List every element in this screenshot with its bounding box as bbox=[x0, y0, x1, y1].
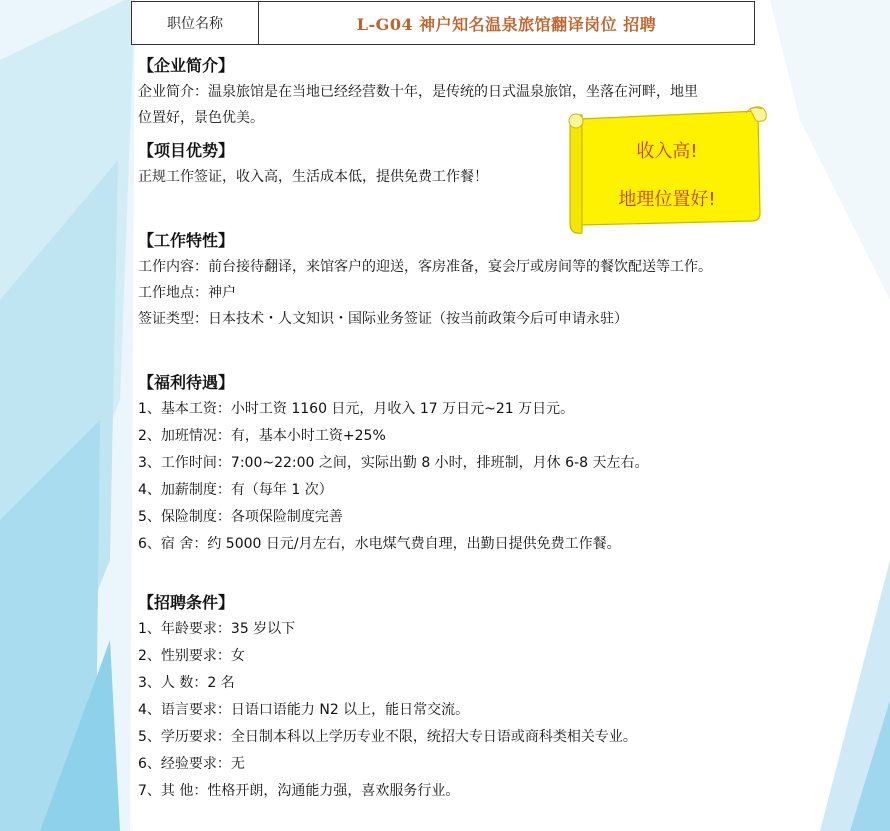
highlight-scroll-banner bbox=[566, 101, 768, 239]
requirements-line: 6、经验要求：无 bbox=[138, 756, 245, 772]
requirements-line: 1、年龄要求：35 岁以下 bbox=[138, 621, 296, 637]
intro-line: 企业简介：温泉旅馆是在当地已经经营数十年，是传统的日式温泉旅馆，坐落在河畔，地里 bbox=[138, 84, 698, 100]
benefits-line: 3、工作时间：7:00~22:00 之间，实际出勤 8 小时，排班制，月休 6-8 天左右。 bbox=[138, 455, 649, 471]
benefits-line: 5、保险制度：各项保险制度完善 bbox=[138, 509, 343, 525]
benefits-line: 4、加薪制度：有（每年 1 次） bbox=[138, 482, 333, 498]
benefits-line: 1、基本工资：小时工资 1160 日元，月收入 17 万日元~21 万日元。 bbox=[138, 401, 575, 417]
requirements-line: 5、学历要求：全日制本科以上学历专业不限，统招大专日语或商科类相关专业。 bbox=[138, 729, 637, 745]
requirements-line: 3、人 数：2 名 bbox=[138, 675, 235, 691]
position-title: L-G04 神户知名温泉旅馆翻译岗位 招聘 bbox=[356, 14, 657, 34]
scroll-text-income: 收入高! bbox=[636, 141, 698, 162]
benefits-line: 2、加班情况：有，基本小时工资+25% bbox=[138, 428, 386, 444]
benefits-line: 6、宿 舍：约 5000 日元/月左右，水电煤气费自理，出勤日提供免费工作餐。 bbox=[138, 536, 621, 552]
position-header-table bbox=[131, 1, 755, 45]
section-title-benefits: 【福利待遇】 bbox=[138, 373, 235, 392]
scroll-shape-icon bbox=[566, 101, 768, 239]
features-line: 签证类型：日本技术・人文知识・国际业务签证（按当前政策今后可申请永驻） bbox=[138, 311, 628, 327]
section-title-requirements: 【招聘条件】 bbox=[138, 593, 235, 612]
requirements-line: 4、语言要求：日语口语能力 N2 以上，能日常交流。 bbox=[138, 702, 470, 718]
requirements-line: 7、其 他：性格开朗，沟通能力强，喜欢服务行业。 bbox=[138, 783, 460, 799]
requirements-line: 2、性别要求：女 bbox=[138, 648, 245, 664]
features-line: 工作地点：神户 bbox=[138, 285, 236, 301]
features-line: 工作内容：前台接待翻译，来馆客户的迎送，客房准备，宴会厅或房间等的餐饮配送等工作。 bbox=[138, 259, 712, 275]
section-title-features: 【工作特性】 bbox=[138, 231, 235, 250]
intro-line: 位置好，景色优美。 bbox=[138, 110, 264, 126]
position-label: 职位名称 bbox=[132, 2, 259, 44]
advantage-line: 正规工作签证，收入高，生活成本低，提供免费工作餐！ bbox=[138, 169, 488, 185]
section-title-advantage: 【项目优势】 bbox=[138, 141, 235, 160]
scroll-text-location: 地理位置好! bbox=[618, 189, 716, 210]
section-title-intro: 【企业简介】 bbox=[138, 56, 235, 75]
